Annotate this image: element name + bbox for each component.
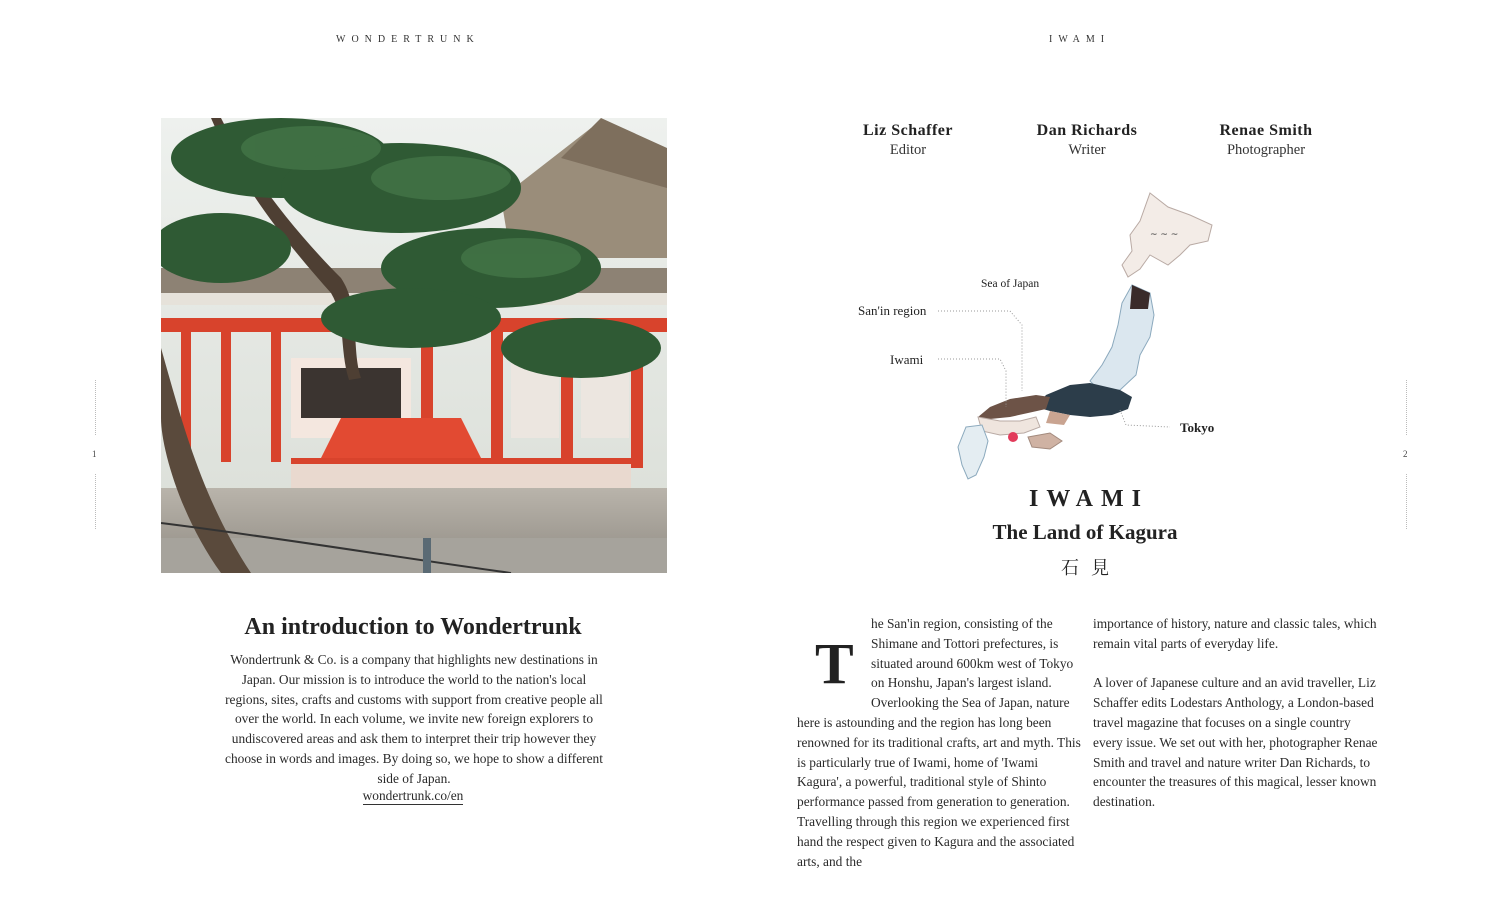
credit-role: Photographer [1226, 142, 1306, 158]
page-number-left: 1 [92, 449, 97, 459]
margin-rule [1406, 380, 1407, 435]
article-column-1 [797, 614, 1081, 871]
feature-kanji: 石見 [1061, 558, 1121, 579]
feature-title: IWAMI [1028, 486, 1149, 512]
intro-title: An introduction to Wondertrunk [244, 614, 582, 640]
svg-text:~ ~ ~: ~ ~ ~ [1150, 230, 1179, 240]
article-paragraph: importance of history, nature and classic tales, which remain vital parts of everyday life. [1093, 616, 1377, 651]
credit-writer [997, 122, 1177, 159]
shrine-photo [161, 118, 667, 573]
article-col1-text: he San'in region, consisting of the Shimane and Tottori prefectures, is situated around 600km west of Tokyo on Honshu, Japan's largest island. Overlooking the Sea of Japan, nature here is astounding and the region has long been renowned for its traditional crafts, art and myth. This is particularly true of Iwami, home of 'Iwami Kagura', a powerful, traditional style of Shinto performance passed from generation to generation. Travelling through this region we experienced first hand the respect given to Kagura and the associated arts, and the [797, 616, 1081, 869]
page-number-right: 2 [1403, 449, 1408, 459]
credit-name: Renae Smith [1219, 122, 1313, 139]
website-link-wrapper [160, 788, 666, 804]
map-label-sea: Sea of Japan [981, 278, 1040, 290]
intro-body: Wondertrunk & Co. is a company that highlights new destinations in Japan. Our mission is to introduce the world to the nation's local regions, sites, crafts and customs with support from creative people all over the world. In each volume, we invite new foreign explorers to undiscovered areas and ask them to interpret their trip however they choose in words and images. By doing so, we hope to show a different side of Japan. [225, 652, 603, 786]
credit-name: Dan Richards [1036, 122, 1138, 139]
map-label-tokyo: Tokyo [1180, 420, 1215, 435]
drop-cap: T [815, 631, 854, 696]
credit-role: Editor [889, 142, 927, 158]
article-paragraph: A lover of Japanese culture and an avid traveller, Liz Schaffer edits Lodestars Anthology, a London-based travel magazine that focuses on a single country every issue. We set out with her, photographer Renae Smith and travel and nature writer Dan Richards, to encounter the treasures of this magical, lesser known destination. [1093, 675, 1378, 810]
running-head-left: WONDERTRUNK [336, 34, 480, 45]
map-label-sanin: San'in region [858, 303, 927, 318]
article-column-2 [1093, 614, 1383, 812]
credit-editor [818, 122, 998, 159]
margin-rule [95, 380, 96, 435]
map-label-iwami: Iwami [890, 352, 924, 367]
iwami-marker [1008, 432, 1018, 442]
margin-rule [95, 474, 96, 529]
credit-photographer [1176, 122, 1356, 159]
japan-map [850, 185, 1230, 485]
credit-role: Writer [1068, 142, 1106, 158]
website-link[interactable]: wondertrunk.co/en [362, 788, 464, 803]
running-head-right: IWAMI [1049, 34, 1111, 45]
feature-subtitle: The Land of Kagura [992, 520, 1178, 544]
margin-rule [1406, 474, 1407, 529]
credit-name: Liz Schaffer [863, 122, 953, 139]
